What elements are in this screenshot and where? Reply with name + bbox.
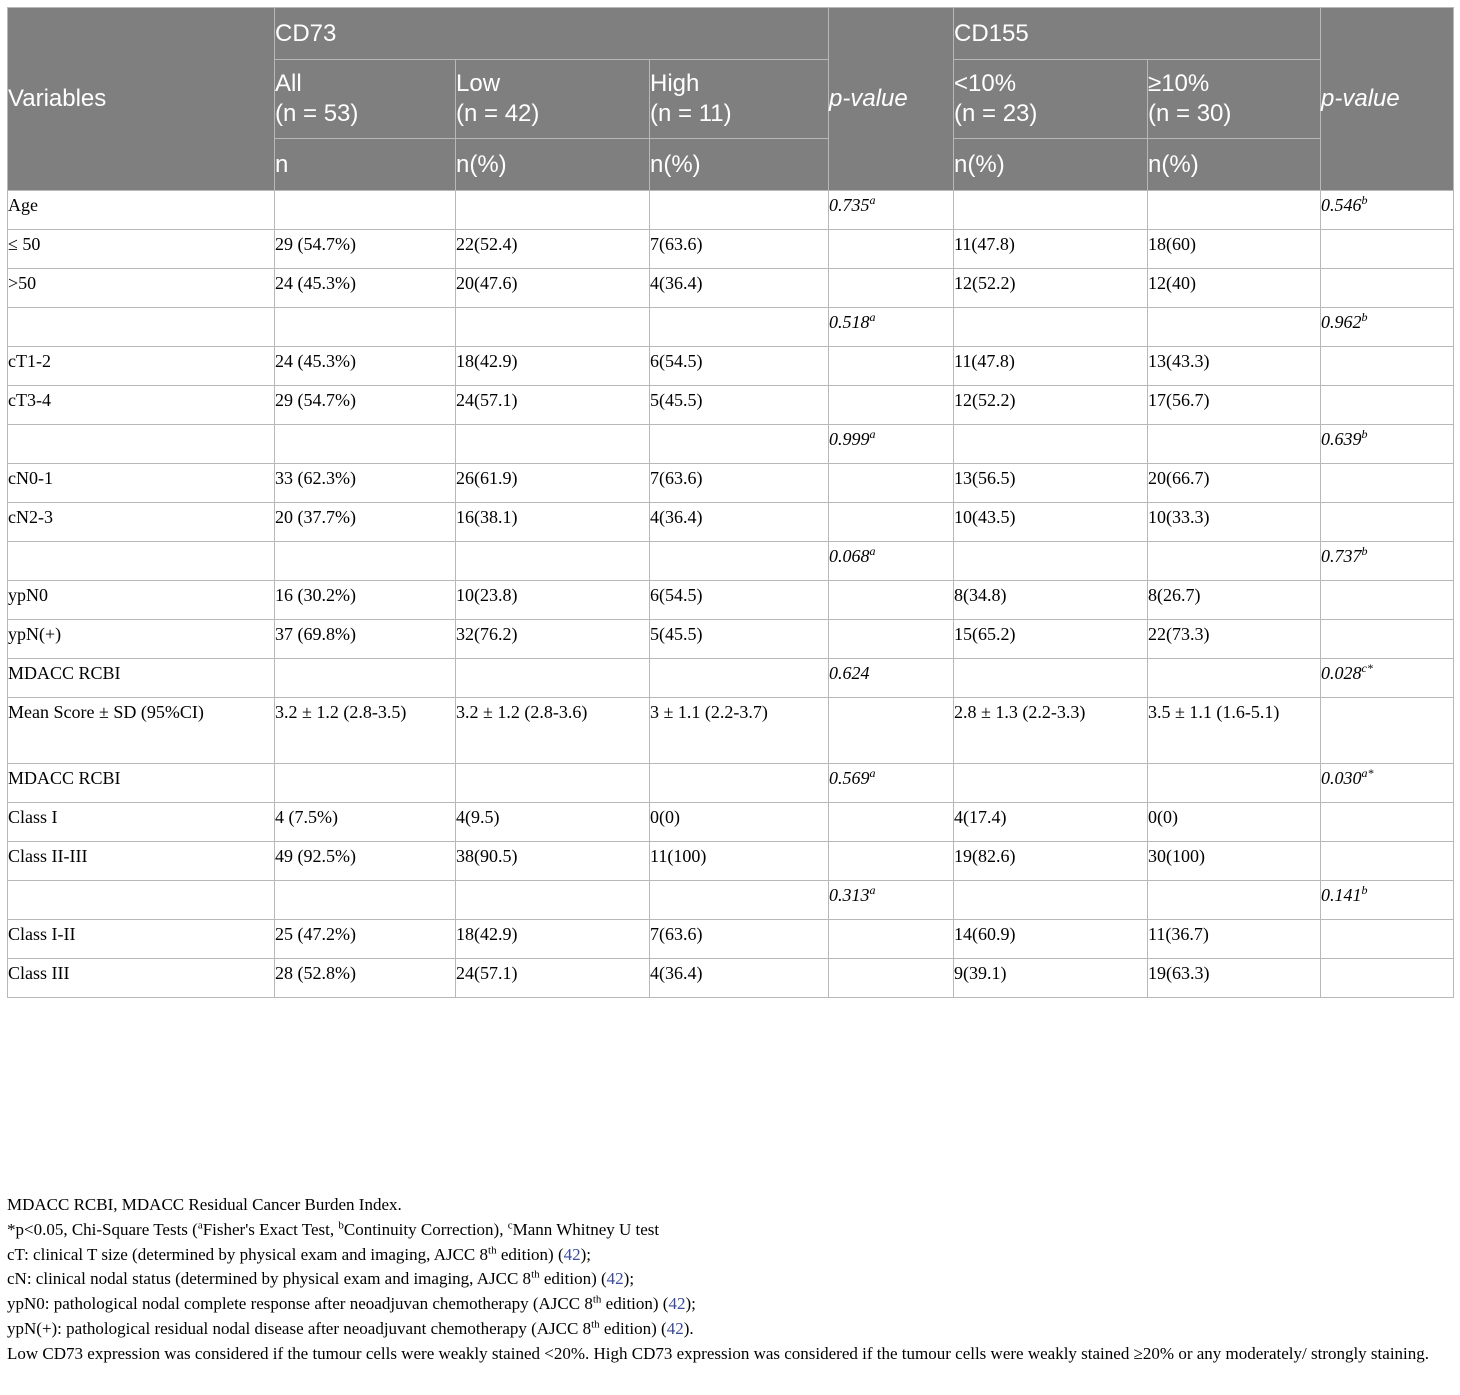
pvalue-test-marker: a bbox=[869, 544, 876, 558]
cell-high: 5(45.5) bbox=[650, 620, 829, 659]
cell-pvalue-cd155 bbox=[1321, 542, 1454, 581]
cell-lt10: 13(56.5) bbox=[954, 464, 1148, 503]
cell-pvalue-cd155 bbox=[1321, 503, 1454, 542]
cell-high: 4(36.4) bbox=[650, 269, 829, 308]
header-lt10-n: (n = 23) bbox=[954, 100, 1038, 127]
footnote-cd73-definition: Low CD73 expression was considered if the tumour cells were weakly stained <20%. High CD73 expression was considered if the tumour cells were weakly stained ≥20% or any moderately/ strongly staining. bbox=[7, 1343, 1430, 1363]
cell-low: 10(23.8) bbox=[456, 581, 650, 620]
cell-low: 38(90.5) bbox=[456, 842, 650, 881]
cell-lt10: 14(60.9) bbox=[954, 920, 1148, 959]
cell-pvalue-cd73 bbox=[829, 620, 954, 659]
cell-variable: Mean Score ± SD (95%CI) bbox=[8, 698, 275, 764]
cell-lt10: 8(34.8) bbox=[954, 581, 1148, 620]
cell-low: 24(57.1) bbox=[456, 386, 650, 425]
header-high-n: (n = 11) bbox=[650, 100, 732, 127]
cell-variable: Class I bbox=[8, 803, 275, 842]
cell-variable: MDACC RCBI bbox=[8, 659, 275, 698]
fn2-sup-a: a bbox=[197, 1219, 203, 1232]
table-row bbox=[8, 959, 1454, 998]
table-row bbox=[8, 542, 1454, 581]
cell-pvalue-cd155 bbox=[1321, 698, 1454, 764]
cell-pvalue-cd155 bbox=[1321, 269, 1454, 308]
cell-pvalue-cd73 bbox=[829, 425, 954, 464]
cell-pvalue-cd155 bbox=[1321, 425, 1454, 464]
pvalue-number: 0.735 bbox=[829, 195, 870, 215]
table-row bbox=[8, 269, 1454, 308]
cell-high bbox=[650, 881, 829, 920]
cell-pvalue-cd73 bbox=[829, 230, 954, 269]
cell-high: 7(63.6) bbox=[650, 920, 829, 959]
footnote-ct bbox=[7, 1243, 1453, 1268]
cell-variable: ypN0 bbox=[8, 581, 275, 620]
cell-pvalue-cd155 bbox=[1321, 803, 1454, 842]
footnotes bbox=[7, 1193, 1453, 1367]
table-row bbox=[8, 386, 1454, 425]
cell-high bbox=[650, 308, 829, 347]
cell-pvalue-cd73 bbox=[829, 764, 954, 803]
fn2-text-c: Continuity Correction), bbox=[343, 1219, 508, 1239]
table-row bbox=[8, 347, 1454, 386]
cell-ge10: 19(63.3) bbox=[1148, 959, 1321, 998]
cell-variable: cN0-1 bbox=[8, 464, 275, 503]
header-ge10-label: ≥10% bbox=[1148, 70, 1210, 97]
cell-pvalue-cd155 bbox=[1321, 386, 1454, 425]
fn3-text-c: ); bbox=[580, 1244, 592, 1264]
pvalue-test-marker: a bbox=[869, 766, 876, 780]
cell-high bbox=[650, 425, 829, 464]
pvalue-number: 0.141 bbox=[1321, 885, 1362, 905]
cell-pvalue-cd155 bbox=[1321, 230, 1454, 269]
cell-variable: ypN(+) bbox=[8, 620, 275, 659]
cell-low bbox=[456, 764, 650, 803]
pvalue-number: 0.028 bbox=[1321, 663, 1362, 683]
pvalue-number: 0.068 bbox=[829, 546, 870, 566]
fn5-text-a: ypN0: pathological nodal complete response after neoadjuvan chemotherapy (AJCC 8 bbox=[7, 1294, 593, 1314]
cell-ge10: 3.5 ± 1.1 (1.6-5.1) bbox=[1148, 698, 1321, 764]
cell-pvalue-cd155 bbox=[1321, 959, 1454, 998]
cell-low bbox=[456, 308, 650, 347]
cell-lt10: 12(52.2) bbox=[954, 269, 1148, 308]
cell-variable: cN2-3 bbox=[8, 503, 275, 542]
footnote-ypn0 bbox=[7, 1292, 1453, 1317]
fn2-text-b: Fisher's Exact Test, bbox=[202, 1219, 339, 1239]
cell-pvalue-cd73 bbox=[829, 881, 954, 920]
pvalue-number: 0.962 bbox=[1321, 312, 1362, 332]
cell-pvalue-cd155 bbox=[1321, 842, 1454, 881]
cell-pvalue-cd155 bbox=[1321, 881, 1454, 920]
cell-ge10: 11(36.7) bbox=[1148, 920, 1321, 959]
cell-ge10 bbox=[1148, 308, 1321, 347]
cell-ge10: 17(56.7) bbox=[1148, 386, 1321, 425]
cell-pvalue-cd155 bbox=[1321, 659, 1454, 698]
cell-all: 29 (54.7%) bbox=[275, 230, 456, 269]
cell-all: 3.2 ± 1.2 (2.8-3.5) bbox=[275, 698, 456, 764]
cell-low: 4(9.5) bbox=[456, 803, 650, 842]
fn3-text-b: edition) ( bbox=[496, 1244, 564, 1264]
pvalue-test-marker: c* bbox=[1361, 661, 1373, 675]
results-table bbox=[7, 7, 1454, 998]
cell-all: 20 (37.7%) bbox=[275, 503, 456, 542]
cell-lt10: 4(17.4) bbox=[954, 803, 1148, 842]
footnote-significance bbox=[7, 1218, 1453, 1243]
fn5-sup: th bbox=[592, 1293, 602, 1306]
cell-all bbox=[275, 764, 456, 803]
pvalue-test-marker: b bbox=[1361, 544, 1368, 558]
fn2-sup-c: c bbox=[507, 1219, 513, 1232]
header-all bbox=[275, 60, 456, 139]
cell-ge10: 0(0) bbox=[1148, 803, 1321, 842]
fn6-text-c: ). bbox=[683, 1318, 694, 1338]
cell-lt10 bbox=[954, 308, 1148, 347]
pvalue-number: 0.624 bbox=[829, 663, 870, 683]
header-unit-lt10: n(%) bbox=[954, 139, 1148, 191]
cell-pvalue-cd155 bbox=[1321, 464, 1454, 503]
cell-variable: ≤ 50 bbox=[8, 230, 275, 269]
cell-lt10 bbox=[954, 425, 1148, 464]
cell-all: 37 (69.8%) bbox=[275, 620, 456, 659]
cell-ge10 bbox=[1148, 425, 1321, 464]
cell-pvalue-cd73 bbox=[829, 698, 954, 764]
cell-low: 22(52.4) bbox=[456, 230, 650, 269]
header-unit-low: n(%) bbox=[456, 139, 650, 191]
header-high bbox=[650, 60, 829, 139]
fn6-reference-link[interactable]: 42 bbox=[666, 1318, 684, 1338]
pvalue-test-marker: b bbox=[1361, 193, 1368, 207]
table-row bbox=[8, 764, 1454, 803]
table-row bbox=[8, 842, 1454, 881]
cell-high: 7(63.6) bbox=[650, 230, 829, 269]
cell-pvalue-cd73 bbox=[829, 920, 954, 959]
cell-ge10 bbox=[1148, 881, 1321, 920]
cell-all bbox=[275, 542, 456, 581]
table-row bbox=[8, 698, 1454, 764]
table-row bbox=[8, 230, 1454, 269]
header-ge10 bbox=[1148, 60, 1321, 139]
cell-all bbox=[275, 308, 456, 347]
fn3-sup: th bbox=[488, 1243, 497, 1256]
header-cd73: CD73 bbox=[275, 8, 829, 60]
cell-all: 28 (52.8%) bbox=[275, 959, 456, 998]
pvalue-test-marker: b bbox=[1361, 883, 1368, 897]
header-cd155: CD155 bbox=[954, 8, 1321, 60]
cell-high: 3 ± 1.1 (2.2-3.7) bbox=[650, 698, 829, 764]
cell-ge10: 13(43.3) bbox=[1148, 347, 1321, 386]
pvalue-number: 0.569 bbox=[829, 768, 870, 788]
cell-all: 24 (45.3%) bbox=[275, 269, 456, 308]
cell-variable: cT1-2 bbox=[8, 347, 275, 386]
cell-pvalue-cd155 bbox=[1321, 581, 1454, 620]
cell-variable bbox=[8, 425, 275, 464]
cell-ge10 bbox=[1148, 191, 1321, 230]
table-body bbox=[8, 191, 1454, 998]
pvalue-number: 0.030 bbox=[1321, 768, 1362, 788]
cell-variable bbox=[8, 308, 275, 347]
cell-all: 24 (45.3%) bbox=[275, 347, 456, 386]
cell-variable bbox=[8, 881, 275, 920]
cell-ge10 bbox=[1148, 659, 1321, 698]
cell-pvalue-cd73 bbox=[829, 842, 954, 881]
cell-high: 0(0) bbox=[650, 803, 829, 842]
cell-low: 18(42.9) bbox=[456, 920, 650, 959]
cell-pvalue-cd73 bbox=[829, 803, 954, 842]
cell-low: 3.2 ± 1.2 (2.8-3.6) bbox=[456, 698, 650, 764]
header-all-label: All bbox=[275, 70, 302, 97]
pvalue-test-marker: a bbox=[869, 427, 876, 441]
cell-pvalue-cd73 bbox=[829, 542, 954, 581]
cell-all bbox=[275, 659, 456, 698]
cell-pvalue-cd73 bbox=[829, 581, 954, 620]
pvalue-test-marker: a bbox=[869, 883, 876, 897]
cell-variable bbox=[8, 542, 275, 581]
table-row bbox=[8, 803, 1454, 842]
cell-lt10: 11(47.8) bbox=[954, 347, 1148, 386]
fn5-text-c: ); bbox=[685, 1294, 696, 1314]
pvalue-number: 0.737 bbox=[1321, 546, 1362, 566]
cell-all: 4 (7.5%) bbox=[275, 803, 456, 842]
cell-high: 6(54.5) bbox=[650, 581, 829, 620]
cell-pvalue-cd73 bbox=[829, 503, 954, 542]
header-ge10-n: (n = 30) bbox=[1148, 100, 1232, 127]
fn6-text-a: ypN(+): pathological residual nodal disease after neoadjuvant chemotherapy (AJCC 8 bbox=[7, 1318, 592, 1338]
cell-lt10: 2.8 ± 1.3 (2.2-3.3) bbox=[954, 698, 1148, 764]
cell-variable: Class II-III bbox=[8, 842, 275, 881]
cell-variable: Age bbox=[8, 191, 275, 230]
header-all-n: (n = 53) bbox=[275, 100, 359, 127]
cell-low bbox=[456, 542, 650, 581]
table-row bbox=[8, 503, 1454, 542]
cell-high: 6(54.5) bbox=[650, 347, 829, 386]
table-row bbox=[8, 425, 1454, 464]
cell-variable: cT3-4 bbox=[8, 386, 275, 425]
cell-pvalue-cd73 bbox=[829, 959, 954, 998]
cell-lt10: 11(47.8) bbox=[954, 230, 1148, 269]
table-row bbox=[8, 581, 1454, 620]
cell-lt10 bbox=[954, 659, 1148, 698]
header-unit-high: n(%) bbox=[650, 139, 829, 191]
cell-ge10: 10(33.3) bbox=[1148, 503, 1321, 542]
header-lt10-label: <10% bbox=[954, 70, 1017, 97]
cell-pvalue-cd73 bbox=[829, 191, 954, 230]
header-unit-ge10: n(%) bbox=[1148, 139, 1321, 191]
fn4-text-b: edition) ( bbox=[539, 1269, 607, 1289]
header-low-label: Low bbox=[456, 70, 501, 97]
cell-all: 49 (92.5%) bbox=[275, 842, 456, 881]
fn6-text-b: edition) ( bbox=[599, 1318, 667, 1338]
cell-lt10 bbox=[954, 542, 1148, 581]
cell-lt10: 12(52.2) bbox=[954, 386, 1148, 425]
fn5-reference-link[interactable]: 42 bbox=[668, 1294, 686, 1314]
pvalue-test-marker: b bbox=[1361, 310, 1368, 324]
table-row bbox=[8, 308, 1454, 347]
cell-all bbox=[275, 191, 456, 230]
pvalue-number: 0.999 bbox=[829, 429, 870, 449]
header-lt10 bbox=[954, 60, 1148, 139]
pvalue-test-marker: a* bbox=[1361, 766, 1374, 780]
cell-lt10 bbox=[954, 764, 1148, 803]
cell-pvalue-cd73 bbox=[829, 269, 954, 308]
cell-low bbox=[456, 659, 650, 698]
table-row bbox=[8, 920, 1454, 959]
table-row bbox=[8, 620, 1454, 659]
cell-high: 7(63.6) bbox=[650, 464, 829, 503]
header-row-1 bbox=[8, 8, 1454, 60]
header-pvalue-cd73: p-value bbox=[829, 8, 954, 191]
cell-low bbox=[456, 881, 650, 920]
header-low bbox=[456, 60, 650, 139]
cell-ge10: 20(66.7) bbox=[1148, 464, 1321, 503]
header-pvalue-cd155: p-value bbox=[1321, 8, 1454, 191]
cell-pvalue-cd73 bbox=[829, 308, 954, 347]
cell-variable: >50 bbox=[8, 269, 275, 308]
cell-pvalue-cd155 bbox=[1321, 191, 1454, 230]
cell-all: 25 (47.2%) bbox=[275, 920, 456, 959]
cell-high bbox=[650, 542, 829, 581]
cell-lt10: 9(39.1) bbox=[954, 959, 1148, 998]
cell-low: 16(38.1) bbox=[456, 503, 650, 542]
cell-low: 32(76.2) bbox=[456, 620, 650, 659]
cell-pvalue-cd155 bbox=[1321, 308, 1454, 347]
cell-pvalue-cd155 bbox=[1321, 347, 1454, 386]
cell-ge10: 8(26.7) bbox=[1148, 581, 1321, 620]
cell-high bbox=[650, 191, 829, 230]
pvalue-number: 0.313 bbox=[829, 885, 870, 905]
pvalue-number: 0.639 bbox=[1321, 429, 1362, 449]
cell-ge10: 22(73.3) bbox=[1148, 620, 1321, 659]
cell-variable: MDACC RCBI bbox=[8, 764, 275, 803]
fn2-text-d: Mann Whitney U test bbox=[512, 1219, 660, 1239]
header-low-n: (n = 42) bbox=[456, 100, 540, 127]
cell-low bbox=[456, 191, 650, 230]
header-unit-all: n bbox=[275, 139, 456, 191]
cell-low: 26(61.9) bbox=[456, 464, 650, 503]
cell-low: 18(42.9) bbox=[456, 347, 650, 386]
header-variables: Variables bbox=[8, 8, 275, 191]
pvalue-test-marker: a bbox=[869, 310, 876, 324]
cell-variable: Class III bbox=[8, 959, 275, 998]
cell-all: 29 (54.7%) bbox=[275, 386, 456, 425]
fn2-sup-b: b bbox=[338, 1219, 344, 1232]
cell-ge10: 30(100) bbox=[1148, 842, 1321, 881]
pvalue-test-marker: b bbox=[1361, 427, 1368, 441]
cell-pvalue-cd73 bbox=[829, 347, 954, 386]
cell-pvalue-cd155 bbox=[1321, 620, 1454, 659]
cell-high bbox=[650, 764, 829, 803]
cell-pvalue-cd155 bbox=[1321, 764, 1454, 803]
fn4-reference-link[interactable]: 42 bbox=[606, 1269, 624, 1289]
cell-lt10 bbox=[954, 881, 1148, 920]
cell-lt10 bbox=[954, 191, 1148, 230]
table-row bbox=[8, 464, 1454, 503]
cell-all: 16 (30.2%) bbox=[275, 581, 456, 620]
table-row bbox=[8, 659, 1454, 698]
table-row bbox=[8, 191, 1454, 230]
cell-all bbox=[275, 425, 456, 464]
cell-pvalue-cd155 bbox=[1321, 920, 1454, 959]
fn4-sup: th bbox=[531, 1268, 540, 1281]
fn2-text-a: *p<0.05, Chi-Square Tests ( bbox=[7, 1219, 198, 1239]
header-high-label: High bbox=[650, 70, 700, 97]
cell-lt10: 15(65.2) bbox=[954, 620, 1148, 659]
cell-low: 20(47.6) bbox=[456, 269, 650, 308]
cell-pvalue-cd73 bbox=[829, 464, 954, 503]
cell-ge10 bbox=[1148, 764, 1321, 803]
cell-lt10: 10(43.5) bbox=[954, 503, 1148, 542]
cell-ge10 bbox=[1148, 542, 1321, 581]
fn3-text-a: cT: clinical T size (determined by physical exam and imaging, AJCC 8 bbox=[7, 1244, 489, 1264]
footnote-ypn-plus bbox=[7, 1317, 1453, 1342]
cell-low: 24(57.1) bbox=[456, 959, 650, 998]
cell-high: 5(45.5) bbox=[650, 386, 829, 425]
fn3-reference-link[interactable]: 42 bbox=[563, 1244, 581, 1264]
cell-ge10: 12(40) bbox=[1148, 269, 1321, 308]
table-row bbox=[8, 881, 1454, 920]
cell-all: 33 (62.3%) bbox=[275, 464, 456, 503]
cell-ge10: 18(60) bbox=[1148, 230, 1321, 269]
footnote-abbrev: MDACC RCBI, MDACC Residual Cancer Burden Index. bbox=[7, 1195, 402, 1214]
cell-lt10: 19(82.6) bbox=[954, 842, 1148, 881]
footnote-cn bbox=[7, 1267, 1453, 1292]
cell-pvalue-cd73 bbox=[829, 386, 954, 425]
fn4-text-c: ); bbox=[623, 1269, 635, 1289]
pvalue-test-marker: a bbox=[869, 193, 876, 207]
fn4-text-a: cN: clinical nodal status (determined by physical exam and imaging, AJCC 8 bbox=[7, 1269, 532, 1289]
cell-high: 4(36.4) bbox=[650, 959, 829, 998]
pvalue-number: 0.546 bbox=[1321, 195, 1362, 215]
cell-low bbox=[456, 425, 650, 464]
cell-high: 4(36.4) bbox=[650, 503, 829, 542]
cell-high bbox=[650, 659, 829, 698]
cell-all bbox=[275, 881, 456, 920]
cell-variable: Class I-II bbox=[8, 920, 275, 959]
pvalue-number: 0.518 bbox=[829, 312, 870, 332]
fn5-text-b: edition) ( bbox=[601, 1294, 669, 1314]
fn6-sup: th bbox=[591, 1318, 600, 1331]
cell-high: 11(100) bbox=[650, 842, 829, 881]
cell-pvalue-cd73 bbox=[829, 659, 954, 698]
